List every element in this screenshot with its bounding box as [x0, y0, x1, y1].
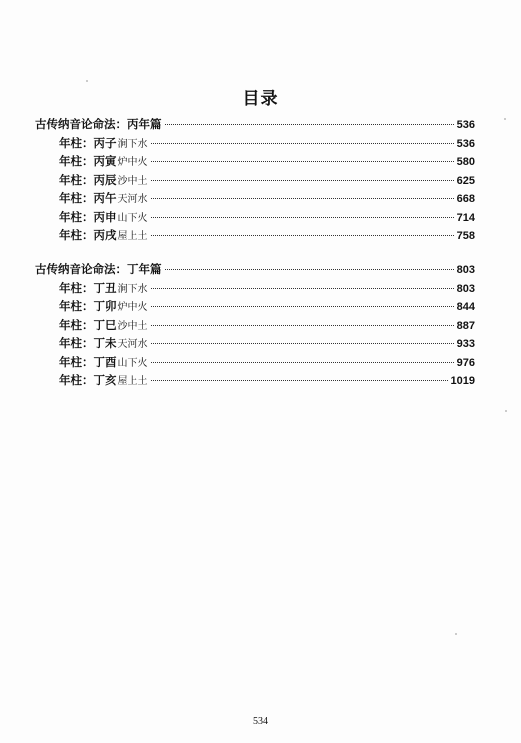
entry-page: 887 [456, 319, 475, 332]
toc-entry[interactable] [35, 135, 475, 154]
entry-sub: 沙中土 [117, 320, 148, 332]
toc-entry[interactable] [35, 190, 475, 209]
entry-sub: 天河水 [117, 194, 148, 205]
entry-sub: 涧下水 [117, 138, 148, 150]
entry-main: 丁亥 [93, 373, 117, 387]
toc-heading-label: 古传纳音论命法：丙年篇 [35, 117, 162, 131]
entry-page: 536 [456, 137, 475, 150]
entry-sub: 炉中火 [117, 157, 148, 168]
page-number: 534 [253, 716, 268, 727]
entry-main: 丁卯 [93, 299, 117, 313]
leader-dots [151, 180, 454, 181]
leader-dots [151, 306, 454, 307]
entry-prefix: 年柱： [59, 191, 94, 205]
entry-prefix: 年柱： [59, 280, 94, 295]
toc-entry[interactable] [35, 280, 475, 299]
entry-main: 丙寅 [93, 154, 117, 168]
toc-section-bing [35, 116, 475, 246]
entry-main: 丙子 [93, 135, 117, 150]
leader-dots [151, 198, 454, 199]
toc-heading-label: 古传纳音论命法：丁年篇 [35, 262, 162, 276]
entry-page: 933 [456, 338, 475, 350]
leader-dots [165, 269, 454, 270]
entry-sub: 屋上土 [117, 376, 148, 387]
entry-main: 丁巳 [93, 317, 117, 332]
entry-prefix: 年柱： [59, 135, 94, 150]
toc-heading[interactable] [35, 116, 475, 135]
toc-entry[interactable] [35, 172, 475, 191]
entry-main: 丙戌 [93, 228, 117, 242]
leader-dots [151, 343, 454, 344]
leader-dots [151, 380, 448, 381]
leader-dots [151, 217, 454, 218]
entry-main: 丙辰 [93, 172, 117, 187]
entry-page: 803 [456, 282, 475, 295]
entry-prefix: 年柱： [59, 154, 94, 168]
entry-sub: 沙中土 [117, 175, 148, 187]
leader-dots [151, 143, 454, 144]
entry-page: 580 [456, 156, 475, 168]
entry-sub: 屋上土 [117, 231, 148, 242]
entry-prefix: 年柱： [59, 228, 94, 242]
entry-page: 714 [456, 211, 475, 224]
entry-prefix: 年柱： [59, 373, 94, 387]
scan-speck [505, 410, 507, 412]
entry-main: 丙申 [93, 209, 117, 224]
toc-entry[interactable] [35, 209, 475, 228]
entry-sub: 涧下水 [117, 283, 148, 295]
leader-dots [165, 124, 454, 125]
entry-page: 625 [456, 174, 475, 187]
entry-prefix: 年柱： [59, 317, 94, 332]
entry-page: 758 [456, 230, 475, 242]
toc-section-ding [35, 261, 475, 391]
entry-page: 844 [456, 301, 475, 313]
entry-main: 丁未 [93, 336, 117, 350]
entry-page: 976 [456, 356, 475, 369]
toc-heading-page: 803 [456, 264, 475, 276]
entry-prefix: 年柱： [59, 336, 94, 350]
leader-dots [151, 325, 454, 326]
entry-prefix: 年柱： [59, 172, 94, 187]
entry-sub: 山下火 [117, 212, 148, 224]
leader-dots [151, 161, 454, 162]
entry-main: 丁丑 [93, 280, 117, 295]
entry-main: 丁酉 [93, 354, 117, 369]
entry-sub: 山下火 [117, 357, 148, 369]
entry-prefix: 年柱： [59, 299, 94, 313]
entry-prefix: 年柱： [59, 354, 94, 369]
entry-page: 1019 [450, 375, 475, 387]
entry-sub: 炉中火 [117, 302, 148, 313]
scan-speck [86, 80, 88, 82]
toc-entry[interactable] [35, 317, 475, 336]
toc-heading-page: 536 [456, 119, 475, 131]
toc-entry[interactable] [35, 153, 475, 172]
scan-speck [504, 118, 506, 120]
entry-page: 668 [456, 193, 475, 205]
toc-entry[interactable] [35, 298, 475, 317]
toc-entry[interactable] [35, 227, 475, 246]
page-title: 目录 [242, 89, 279, 109]
leader-dots [151, 235, 454, 236]
leader-dots [151, 288, 454, 289]
toc-entry[interactable] [35, 335, 475, 354]
entry-prefix: 年柱： [59, 209, 94, 224]
entry-sub: 天河水 [117, 339, 148, 350]
toc-entry[interactable] [35, 372, 475, 391]
scan-speck [455, 633, 457, 635]
leader-dots [151, 362, 454, 363]
entry-main: 丙午 [93, 191, 117, 205]
toc-heading[interactable] [35, 261, 475, 280]
toc-entry[interactable] [35, 354, 475, 373]
